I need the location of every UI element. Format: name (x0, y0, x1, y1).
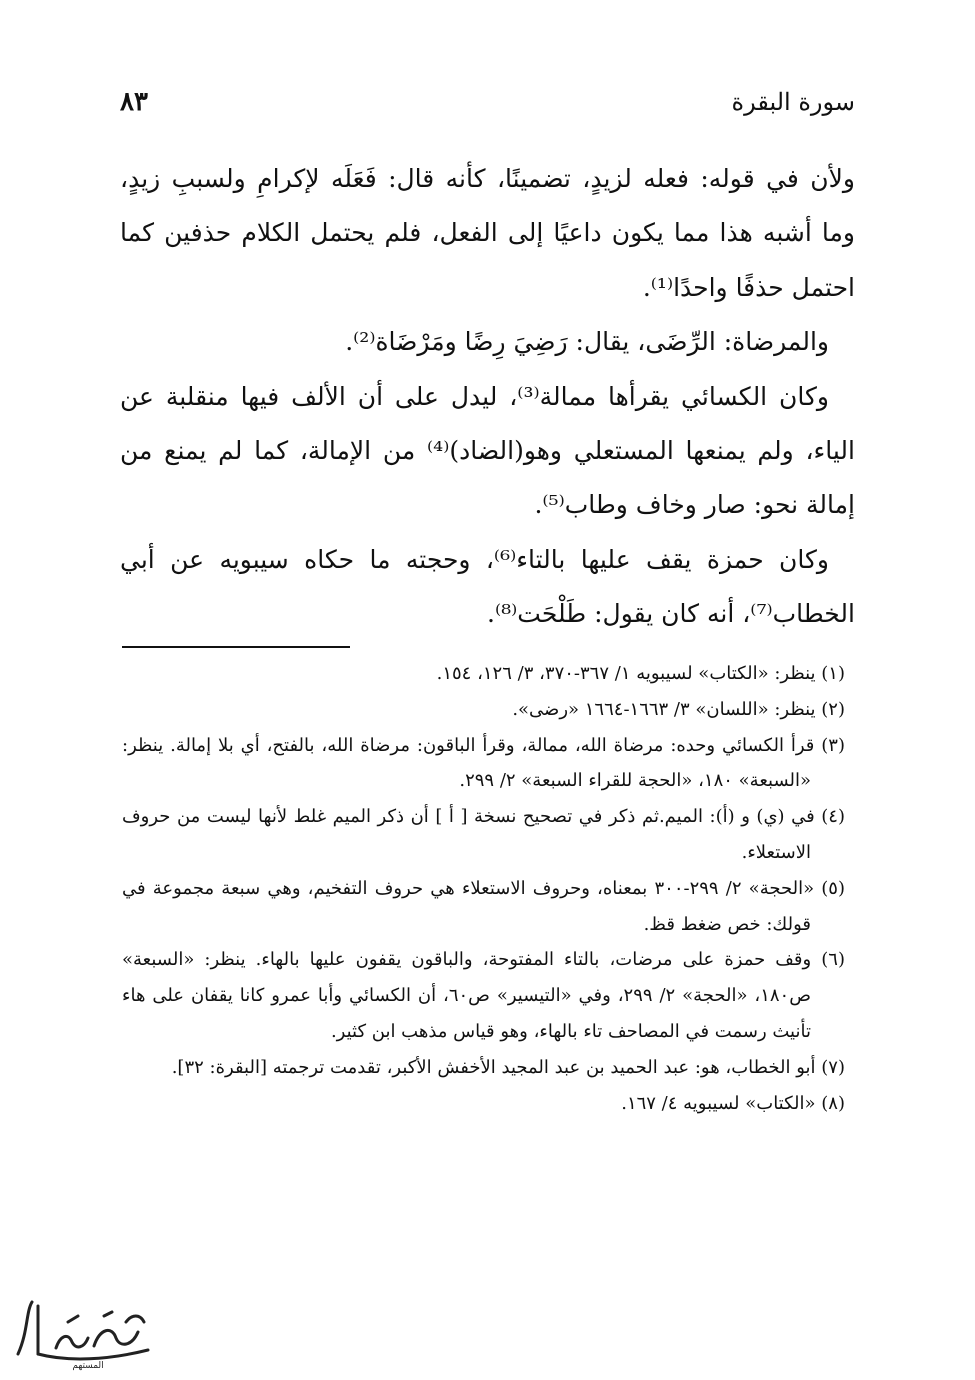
footnote-item: (١) ينظر: «الكتاب» لسيبويه ١/ ٣٦٧-٣٧٠، ٣/ ١٢٦، ١٥٤. (436, 663, 845, 684)
footnote-item: (٤) في (ي) و (أ): الميم.ثم ذكر في تصحيح نسخة [ أ ] أن ذكر الميم غلط لأنها ليست من حروف الاستعلاء. (122, 806, 845, 863)
main-text (120, 152, 855, 642)
page-header (120, 82, 855, 122)
footnote-item: (٦) وقف حمزة على مرضات، بالتاء المفتوحة، والباقون يقفون عليها بالهاء. ينظر: «السبعة» ص١٨٠، «الحجة» ٢/ ٢٩٩، وفي «التيسير» ص٦٠، أن الكسائي وأبا عمرو كانا يقفان على هاء تأنيث رسمت في المصاحف تاء بالهاء، وهو قياس مذهب ابن كثير. (122, 949, 845, 1042)
footnote-item: (٥) «الحجة» ٢/ ٢٩٩-٣٠٠ بمعناه، وحروف الاستعلاء هي حروف التفخيم، وهي سبعة مجموعة في قولك: خص ضغط قظ. (122, 877, 845, 935)
paragraph: وكان الكسائي يقرأها ممالة⁽³⁾، ليدل على أن الألف فيها منقلبة عن الياء، ولم يمنعها المستعلي وهو(الضاد)⁽⁴⁾ من الإمالة، كما لم يمنع من إمالة نحو: صار وخاف وطاب⁽⁵⁾. (120, 381, 855, 520)
footnote-item: (٢) ينظر: «اللسان» ٣/ ١٦٦٣-١٦٦٤ «رضى». (512, 698, 845, 720)
calligraphy-logo-icon (8, 1292, 168, 1372)
running-title: سورة البقرة (731, 88, 855, 116)
paragraph: ولأن في قوله: فعله لزيدٍ، تضمينًا، كأنه قال: فَعَلَه لإكرامِ ولسببِ زيدٍ، وما أشبه هذا مما يكون داعيًا إلى الفعل، فلم يحتمل الكلام حذفين كما احتمل حذفًا واحدًا⁽¹⁾. (120, 164, 855, 302)
paragraph: والمرضاة: الرِّضَى، يقال: رَضِيَ رِضًا ومَرْضَاة⁽²⁾. (345, 327, 829, 357)
page-number: ٨٣ (120, 87, 148, 117)
footnotes (122, 656, 845, 1121)
footnote-item: (٨) «الكتاب» لسيبويه ٤/ ١٦٧. (621, 1092, 845, 1114)
footnote-item: (٣) قرأ الكسائي وحده: مرضاة الله، ممالة، وقرأ الباقون: مرضاة الله، بالفتح، أي بلا إمالة. ينظر: «السبعة» ١٨٠، «الحجة للقراء السبعة» ٢/ ٢٩٩. (122, 734, 845, 792)
paragraph: وكان حمزة يقف عليها بالتاء⁽⁶⁾، وحجته ما حكاه سيبويه عن أبي الخطاب⁽⁷⁾، أنه كان يقول: طَلْحَت⁽⁸⁾. (120, 544, 855, 629)
footnote-divider (122, 646, 350, 648)
watermark-text: المستهم (72, 1361, 104, 1371)
footnote-item: (٧) أبو الخطاب، هو: عبد الحميد بن عبد المجيد الأخفش الأكبر، تقدمت ترجمته [البقرة: ٣٢]. (171, 1056, 845, 1078)
